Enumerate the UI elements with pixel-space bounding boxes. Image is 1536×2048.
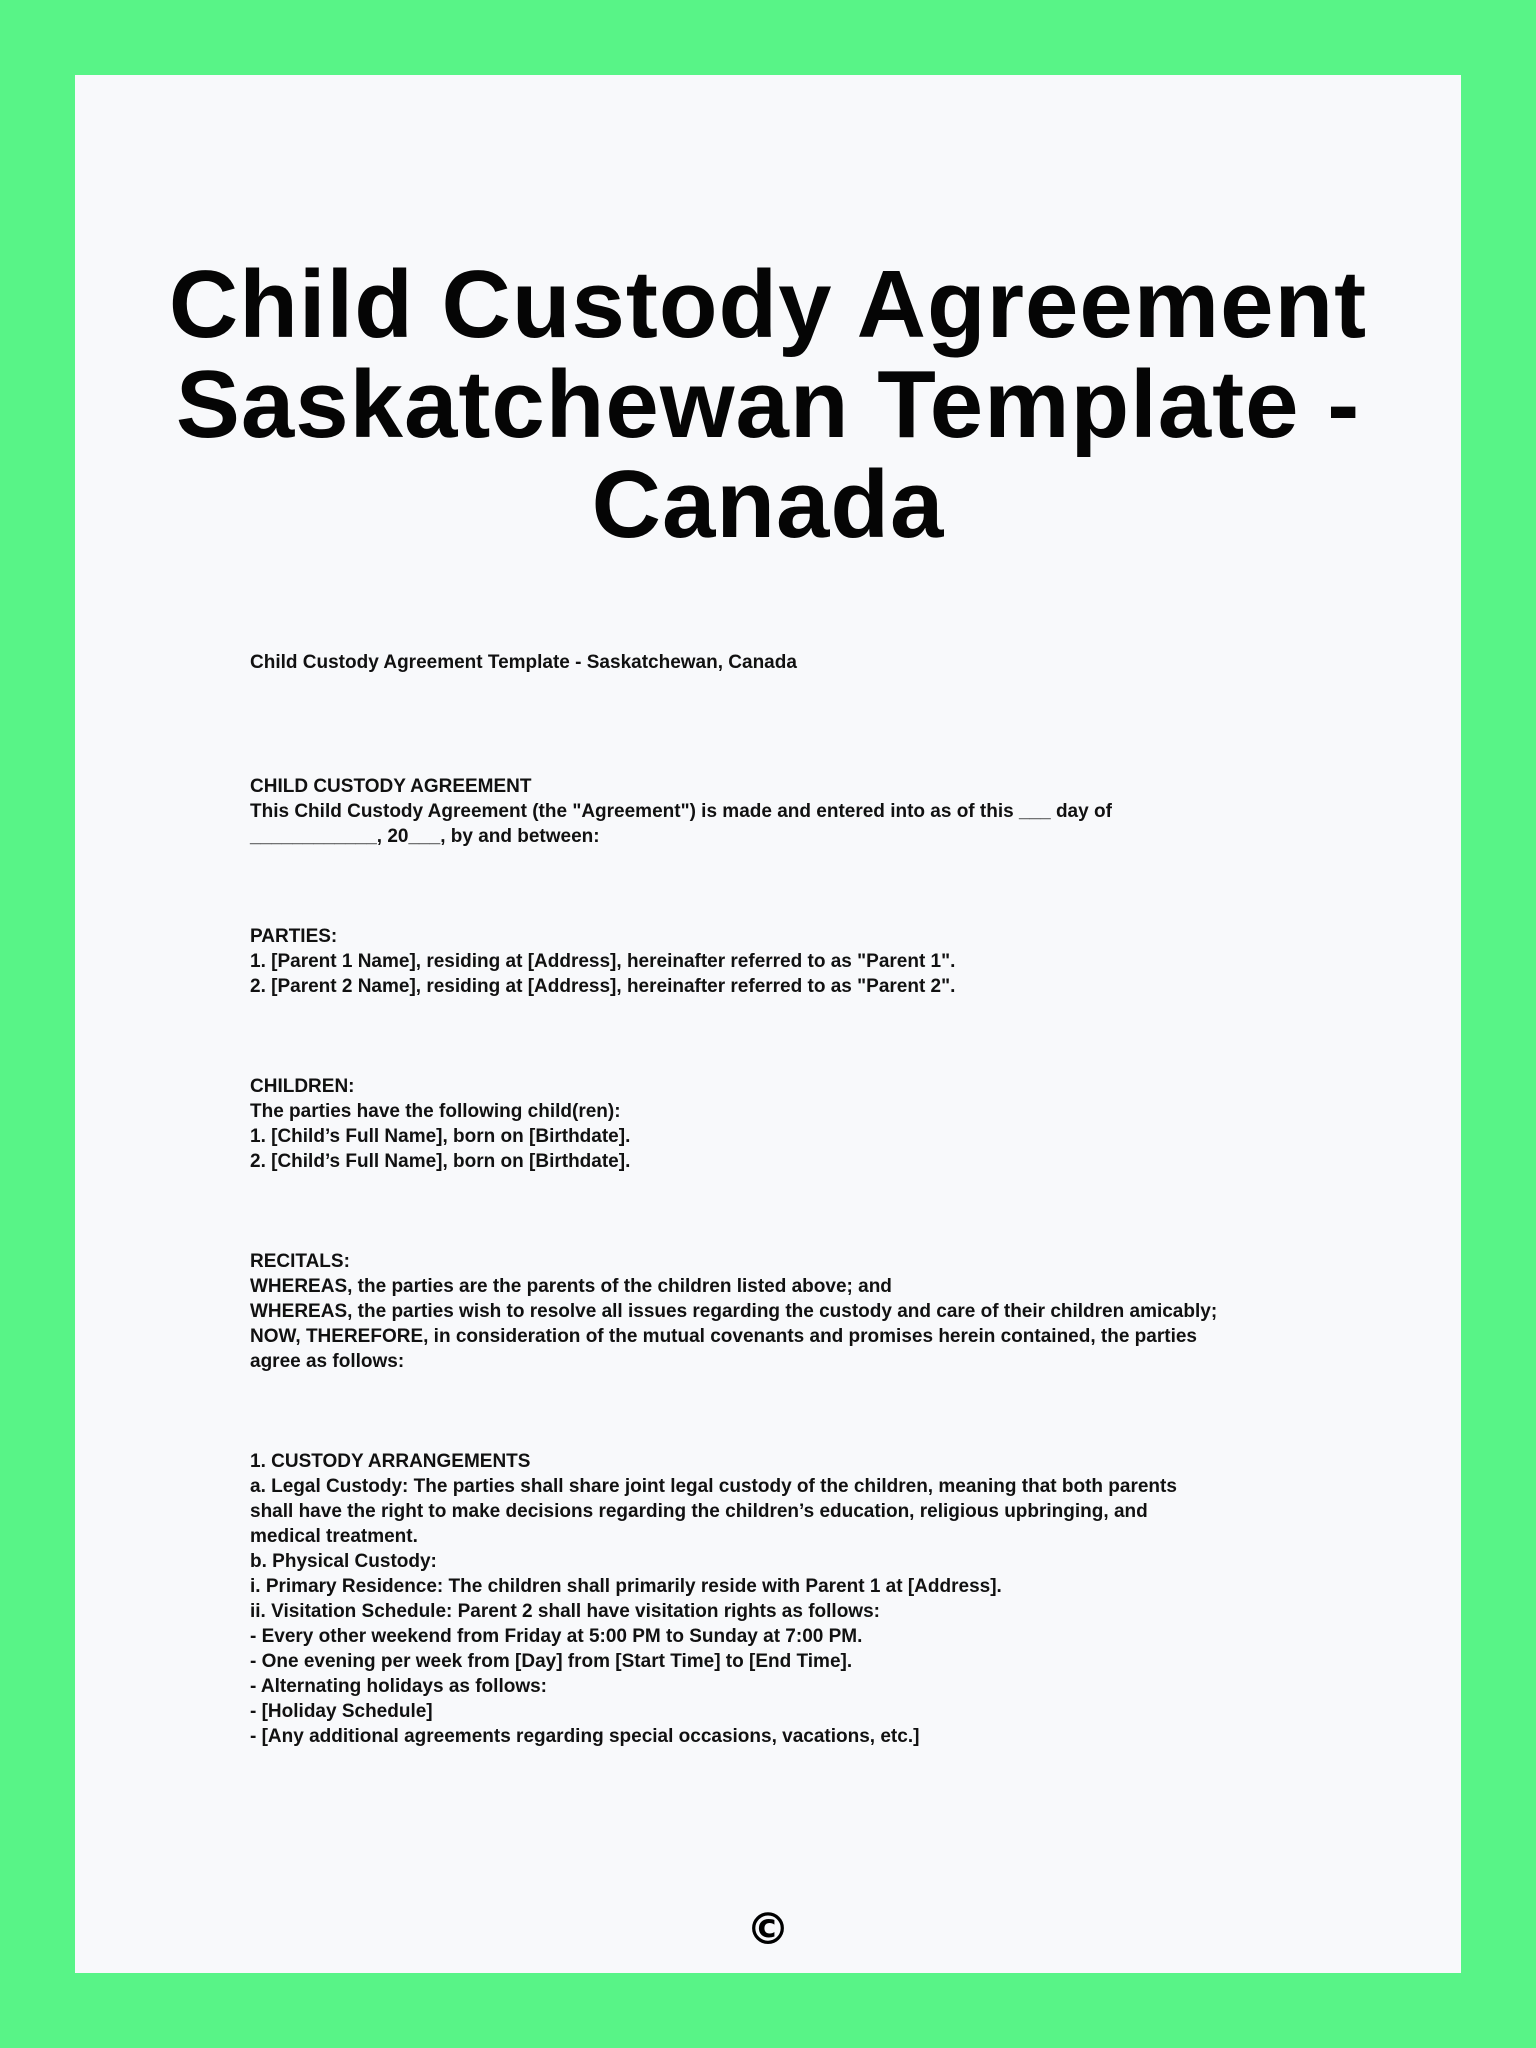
section-line: ii. Visitation Schedule: Parent 2 shall have visitation rights as follows:	[250, 1601, 880, 1622]
document-subtitle: Child Custody Agreement Template - Saskatchewan, Canada	[250, 652, 797, 673]
section-heading: CHILDREN:	[250, 1076, 355, 1097]
section-line: - [Holiday Schedule]	[250, 1701, 433, 1722]
section-line: 1. [Parent 1 Name], residing at [Address], hereinafter referred to as "Parent 1".	[250, 951, 956, 972]
section-line: 1. [Child’s Full Name], born on [Birthdate].	[250, 1126, 631, 1147]
section-line: ____________, 20___, by and between:	[250, 826, 600, 847]
section-heading: RECITALS:	[250, 1251, 350, 1272]
section-heading: PARTIES:	[250, 926, 338, 947]
section-line: This Child Custody Agreement (the "Agreement") is made and entered into as of this ___ day of	[250, 801, 1112, 822]
section-line: b. Physical Custody:	[250, 1551, 437, 1572]
custody-section	[250, 1449, 1330, 1749]
recitals-section	[250, 1249, 1330, 1374]
section-line: - Alternating holidays as follows:	[250, 1676, 547, 1697]
title-line: Saskatchewan Template -	[175, 351, 1361, 458]
section-line: 2. [Child’s Full Name], born on [Birthdate].	[250, 1151, 631, 1172]
section-line: i. Primary Residence: The children shall primarily reside with Parent 1 at [Address].	[250, 1576, 1002, 1597]
section-heading: CHILD CUSTODY AGREEMENT	[250, 776, 532, 797]
section-line: medical treatment.	[250, 1526, 418, 1547]
document-page	[75, 75, 1461, 1973]
document-body	[250, 650, 1330, 1749]
agreement-section	[250, 774, 1330, 849]
section-line: a. Legal Custody: The parties shall share joint legal custody of the children, meaning that both parents	[250, 1476, 1177, 1497]
section-line: NOW, THEREFORE, in consideration of the mutual covenants and promises herein contained, the parties	[250, 1326, 1197, 1347]
copyright-icon: ©	[746, 1904, 790, 1955]
children-section	[250, 1074, 1330, 1174]
section-line: The parties have the following child(ren):	[250, 1101, 621, 1122]
section-line: agree as follows:	[250, 1351, 405, 1372]
section-line: WHEREAS, the parties wish to resolve all issues regarding the custody and care of their children amicably;	[250, 1301, 1218, 1322]
section-heading: 1. CUSTODY ARRANGEMENTS	[250, 1451, 531, 1472]
document-title	[75, 251, 1461, 558]
section-line: - Every other weekend from Friday at 5:00 PM to Sunday at 7:00 PM.	[250, 1626, 863, 1647]
section-line: - [Any additional agreements regarding special occasions, vacations, etc.]	[250, 1726, 920, 1747]
parties-section	[250, 924, 1330, 999]
section-line: 2. [Parent 2 Name], residing at [Address], hereinafter referred to as "Parent 2".	[250, 976, 956, 997]
title-line: Child Custody Agreement	[168, 251, 1368, 358]
section-line: shall have the right to make decisions regarding the children’s education, religious upbringing, and	[250, 1501, 1148, 1522]
section-line: WHEREAS, the parties are the parents of the children listed above; and	[250, 1276, 892, 1297]
section-line: - One evening per week from [Day] from [Start Time] to [End Time].	[250, 1651, 853, 1672]
title-line: Canada	[591, 451, 945, 558]
